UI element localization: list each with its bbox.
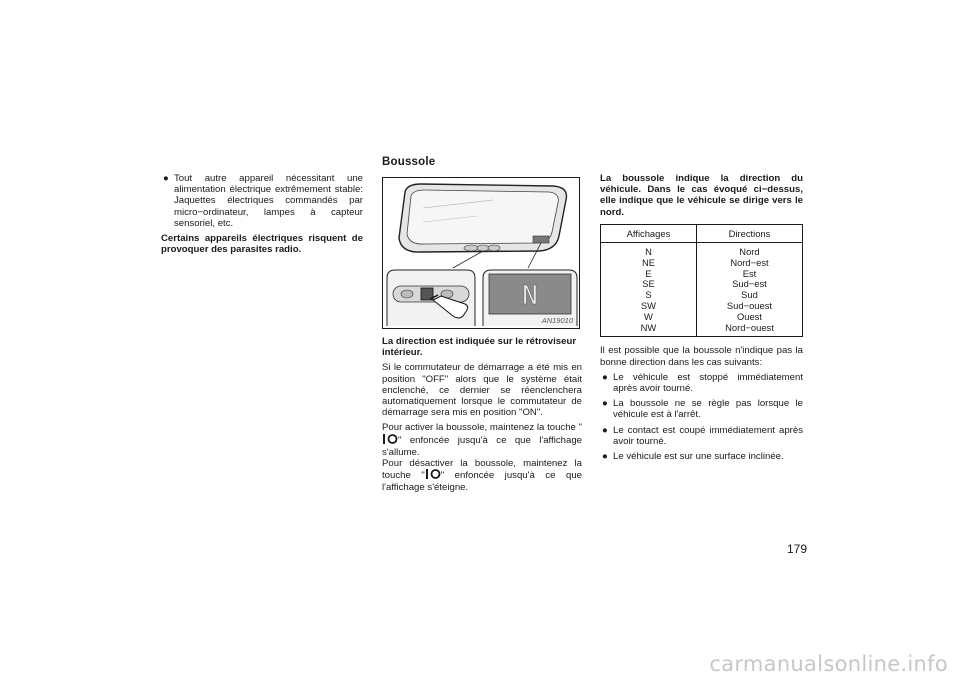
bullet-text: Le véhicule est sur une surface inclinée. [613, 451, 784, 463]
display-code: S [645, 289, 652, 301]
left-column [161, 173, 363, 259]
middle-column [382, 336, 582, 498]
deactivate-text-end: " enfoncée jusqu'à ce que l'affichage s'éteigne. [382, 470, 582, 494]
table-header-directions: Directions [696, 224, 802, 242]
section-title: Boussole [382, 156, 436, 168]
direction-name: Nord−est [730, 256, 769, 268]
compass-display-letter: N [522, 281, 538, 311]
compass-button-icon [425, 469, 441, 482]
table-header-row [601, 224, 803, 242]
bullet-text: Tout autre appareil nécessitant une alimentation électrique extrêmement stable: Jaquettes électriques commandés par micro−ordinateur, lampes à capteur sensoriel, etc. [174, 173, 363, 229]
bullet-text: Le contact est coupé immédiatement après avoir tourné. [613, 424, 803, 447]
bullet-item [600, 425, 803, 447]
display-code: W [644, 310, 653, 322]
direction-name: Sud−est [732, 278, 767, 290]
bullet-item [600, 451, 803, 462]
paragraph-activate [382, 422, 582, 458]
direction-name: Nord [739, 246, 760, 258]
bullet-text: La boussole ne se règle pas lorsque le véhicule est à l'arrêt. [613, 398, 803, 421]
compass-intro: La boussole indique la direction du véhicule. Dans le cas évoqué ci−dessus, elle indique que le véhicule se dirige vers le nord. [600, 173, 803, 218]
figure-label: AN19010 [541, 316, 573, 325]
bullet-dot-icon: ● [602, 424, 608, 436]
bullet-dot-icon: ● [163, 173, 169, 184]
direction-table [600, 224, 803, 338]
direction-name: Sud−ouest [726, 300, 773, 311]
bullet-dot-icon: ● [602, 451, 608, 463]
interference-note: Certains appareils électriques risquent de provoquer des parasites radio. [161, 233, 363, 256]
cases-intro: Il est possible que la boussole n'indique pas la bonne direction dans les cas suivants: [600, 345, 803, 368]
bullet-item [600, 372, 803, 394]
bullet-dot-icon: ● [602, 371, 608, 383]
activate-text-start: Pour activer la boussole, maintenez la touche " [382, 422, 582, 434]
display-code: N [645, 246, 652, 258]
activate-text-end: " enfoncée jusqu'à ce que l'affichage s'allume. [382, 434, 582, 458]
directions-cell [696, 243, 802, 337]
display-code: SW [640, 300, 657, 311]
page-number: 179 [787, 542, 808, 556]
direction-name: Ouest [736, 310, 762, 322]
display-code: NE [641, 256, 655, 268]
table-row [601, 243, 803, 337]
deactivate-text-start: Pour désactiver la boussole, maintenez la touche " [382, 458, 582, 482]
figure-caption: La direction est indiquée sur le rétroviseur intérieur. [382, 336, 577, 359]
direction-name: Nord−ouest [725, 321, 774, 333]
table-header-displays: Affichages [601, 224, 697, 242]
bullet-dot-icon: ● [602, 398, 608, 410]
right-column [600, 173, 803, 466]
display-code: NW [640, 321, 657, 333]
bullet-text: Le véhicule est stoppé immédiatement après avoir tourné. [613, 371, 803, 394]
rear-view-mirror-illustration [383, 178, 579, 328]
display-code: E [645, 267, 652, 279]
paragraph-deactivate [382, 458, 582, 494]
watermark: carmanualsonline.info [709, 652, 948, 676]
bullet-item [600, 398, 803, 420]
bullet-item [161, 173, 363, 229]
displays-cell [601, 243, 697, 337]
direction-name: Est [742, 267, 757, 279]
display-code: SE [642, 278, 655, 290]
direction-name: Sud [741, 289, 758, 301]
paragraph-auto-restart: Si le commutateur de démarrage a été mis en position "OFF" alors que le système était enclenché, ce dernier se réenclenchera automatiquement lorsque le commutateur de démarrage sera mis en position "ON". [382, 362, 582, 419]
mirror-figure [382, 177, 580, 329]
compass-button-icon [382, 434, 398, 447]
